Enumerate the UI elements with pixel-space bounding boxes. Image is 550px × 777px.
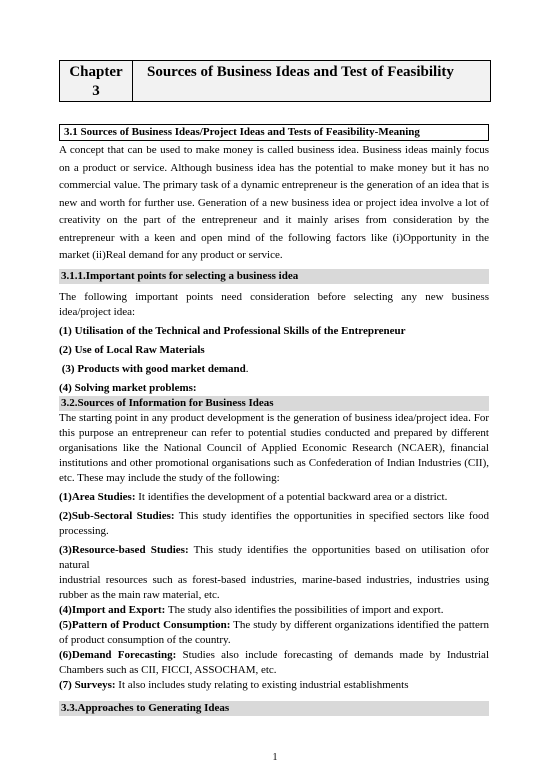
study-item-1-label: (1)Area Studies: <box>59 490 136 503</box>
study-item-4 <box>59 603 489 618</box>
section-heading-3-2: 3.2.Sources of Information for Business Ideas <box>59 396 489 411</box>
point-4: (4) Solving market problems: <box>59 381 197 394</box>
study-item-2-label: (2)Sub-Sectoral Studies: <box>59 509 175 522</box>
section-3-1-paragraph: A concept that can be used to make money is called business idea. Business ideas mainly focus on a product or service. Although business idea has the potential to make money but it has no commercial value. The primary task of a dynamic entrepreneur is the generation of an idea that is new and worth for further use. Generation of a new business idea or project idea involve a lot of creativity on the part of the entrepreneur and it mainly arises from consideration by the entrepreneur with a keen and open mind of the following factors like (i)Opportunity in the market (ii)Real demand for any product or service. <box>59 144 489 261</box>
point-2: (2) Use of Local Raw Materials <box>59 343 205 356</box>
study-item-4-text: The study also identifies the possibilities of import and export. <box>165 603 444 616</box>
chapter-title: Sources of Business Ideas and Test of Feasibility <box>147 64 454 80</box>
study-item-5 <box>59 618 489 648</box>
section-heading-3-1-1: 3.1.1.Important points for selecting a business idea <box>59 269 489 284</box>
point-1: (1) Utilisation of the Technical and Professional Skills of the Entrepreneur <box>59 324 406 337</box>
section-3-2-intro: The starting point in any product development is the generation of business idea/project idea. For this purpose an entrepreneur can refer to potential studies conducted and prepared by different organisations like the National Council of Applied Economic Research (NCAER), financial institutions and other promotional organisations such as Confederation of Indian Industries (CII), etc. These may include the study of the following: <box>59 411 489 484</box>
chapter-header-box <box>59 60 491 102</box>
study-item-5-text: The study by different organizations identified the pattern of product consumption of the country. <box>59 618 489 646</box>
study-item-6-label: (6)Demand Forecasting: <box>59 648 177 661</box>
study-item-3-or: or <box>479 543 489 556</box>
study-item-3 <box>59 543 489 573</box>
study-item-3-text: This study identifies the opportunities based on utilisation of natural <box>59 543 480 571</box>
study-item-7 <box>59 678 489 693</box>
point-3 <box>59 361 489 377</box>
study-item-3-label: (3)Resource-based Studies: <box>59 543 189 556</box>
section-heading-3-3: 3.3.Approaches to Generating Ideas <box>59 701 489 716</box>
chapter-number: 3 <box>92 83 100 99</box>
chapter-label: Chapter <box>69 64 123 80</box>
section-heading-3-1: 3.1 Sources of Business Ideas/Project Ideas and Tests of Feasibility-Meaning <box>59 124 489 141</box>
document-body <box>59 124 489 716</box>
study-item-7-text: It also includes study relating to existing industrial establishments <box>115 678 409 691</box>
chapter-label-cell <box>60 61 133 101</box>
section-3-1-1-intro: The following important points need consideration before selecting any new business idea/project idea: <box>59 290 489 318</box>
study-item-1-text: It identifies the development of a potential backward area or a district. <box>135 490 448 503</box>
point-3-suffix: . <box>245 362 249 375</box>
point-3-text: (3) Products with good market demand <box>59 362 246 375</box>
page-number: 1 <box>272 752 278 763</box>
study-item-7-label: (7) Surveys: <box>59 678 116 691</box>
study-item-2-text: This study identifies the opportunities in specified sectors like food processing. <box>59 509 489 537</box>
study-item-1 <box>59 490 489 505</box>
study-item-4-label: (4)Import and Export: <box>59 603 166 616</box>
study-item-2 <box>59 509 489 539</box>
study-item-5-label: (5)Pattern of Product Consumption: <box>59 618 231 631</box>
study-item-3-continued: industrial resources such as forest-based industries, marine-based industries, industries using rubber as the main raw material, etc. <box>59 573 489 601</box>
study-item-6-text: Studies also include forecasting of demands made by Industrial Chambers such as CII, FICCI, ASSOCHAM, etc. <box>59 648 490 676</box>
study-item-6 <box>59 648 489 678</box>
